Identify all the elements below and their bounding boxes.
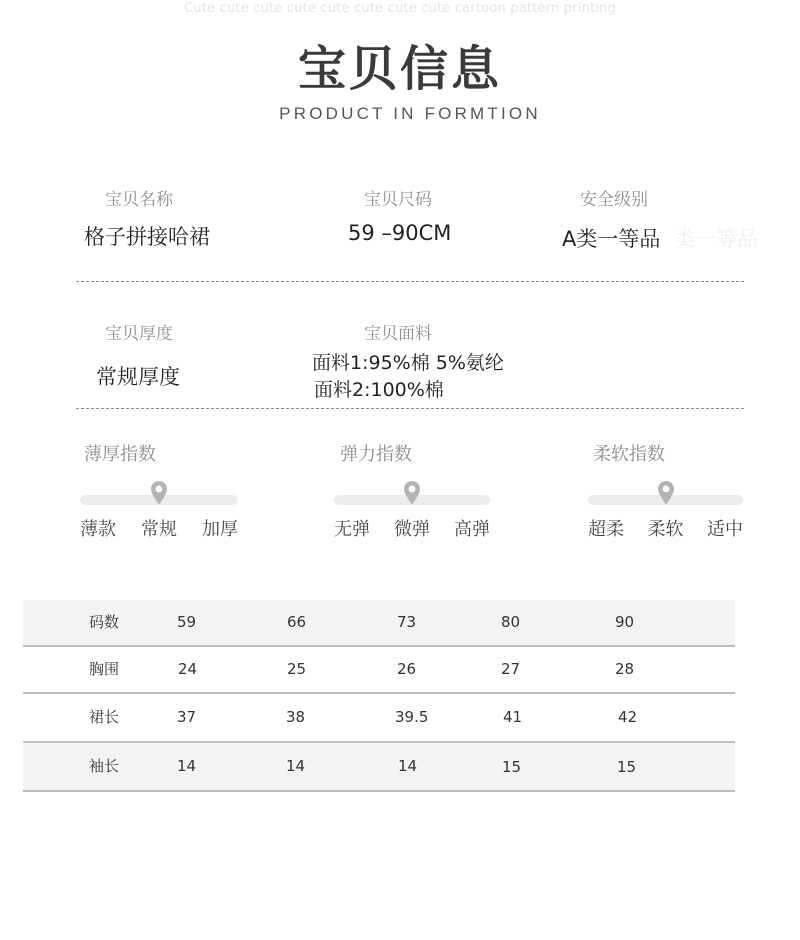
name-label: 宝贝名称 — [105, 190, 173, 210]
table-cell: 37 — [177, 708, 197, 726]
row-label: 胸围 — [89, 660, 120, 678]
row-label: 裙长 — [89, 708, 120, 726]
table-cell: 38 — [286, 708, 306, 726]
table-cell: 59 — [177, 613, 197, 631]
location-pin-icon — [657, 480, 675, 506]
table-cell: 14 — [177, 757, 197, 775]
table-cell: 26 — [397, 660, 417, 678]
fabric-line-2: 面料2:100%棉 — [314, 379, 444, 401]
index-scale — [80, 515, 238, 541]
safety-label: 安全级别 — [580, 190, 648, 210]
index-title: 柔软指数 — [593, 444, 665, 465]
table-row — [23, 743, 735, 792]
table-cell: 73 — [397, 613, 417, 631]
index-option: 适中 — [707, 519, 743, 540]
index-scale — [334, 515, 490, 541]
row-label: 袖长 — [89, 757, 120, 775]
page-title: 宝贝信息 — [297, 41, 502, 97]
fabric-label: 宝贝面料 — [364, 324, 432, 344]
index-softness — [588, 440, 743, 541]
index-option: 加厚 — [202, 519, 238, 540]
index-title: 弹力指数 — [340, 444, 412, 465]
table-cell: 90 — [615, 613, 635, 631]
divider — [76, 408, 744, 409]
divider — [76, 281, 744, 282]
table-cell: 28 — [615, 660, 635, 678]
row-label: 码数 — [89, 613, 120, 631]
thickness-label: 宝贝厚度 — [105, 324, 173, 344]
index-elasticity — [334, 440, 490, 541]
table-cell: 15 — [617, 758, 637, 776]
size-value: 59 –90CM — [348, 221, 452, 245]
size-label: 宝贝尺码 — [364, 190, 432, 210]
table-cell: 42 — [618, 708, 638, 726]
table-cell: 27 — [501, 660, 521, 678]
page-subtitle: PRODUCT IN FORMTION — [279, 104, 541, 123]
table-cell: 14 — [398, 757, 418, 775]
table-cell: 24 — [178, 660, 198, 678]
table-cell: 80 — [501, 613, 521, 631]
table-cell: 66 — [287, 613, 307, 631]
index-scale — [588, 515, 743, 541]
index-thickness — [80, 440, 238, 541]
size-table — [23, 600, 735, 792]
index-option: 薄款 — [80, 519, 116, 540]
index-title: 薄厚指数 — [84, 444, 156, 465]
index-option-selected: 微弹 — [394, 519, 430, 540]
index-option: 超柔 — [588, 519, 624, 540]
watermark-text: Cute cute cute cute cute cute cute cute cartoon pattern printing — [183, 1, 617, 16]
index-option-selected: 柔软 — [647, 519, 684, 540]
table-cell: 15 — [502, 758, 522, 776]
index-option-selected: 常规 — [141, 519, 177, 540]
table-row — [23, 647, 735, 694]
table-row — [23, 600, 735, 647]
fabric-line-1: 面料1:95%棉 5%氨纶 — [312, 352, 504, 374]
table-cell: 39.5 — [395, 708, 429, 726]
table-cell: 25 — [287, 660, 307, 678]
thickness-value: 常规厚度 — [96, 365, 180, 389]
table-cell: 41 — [503, 708, 523, 726]
index-option: 高弹 — [454, 519, 490, 540]
index-option: 无弹 — [334, 519, 370, 540]
table-cell: 14 — [286, 757, 306, 775]
safety-ghost-text: 类一等品 — [674, 227, 758, 251]
safety-value: A类一等品 — [562, 227, 661, 251]
location-pin-icon — [150, 480, 168, 506]
table-row — [23, 694, 735, 743]
name-value: 格子拼接哈裙 — [84, 225, 210, 249]
location-pin-icon — [403, 480, 421, 506]
